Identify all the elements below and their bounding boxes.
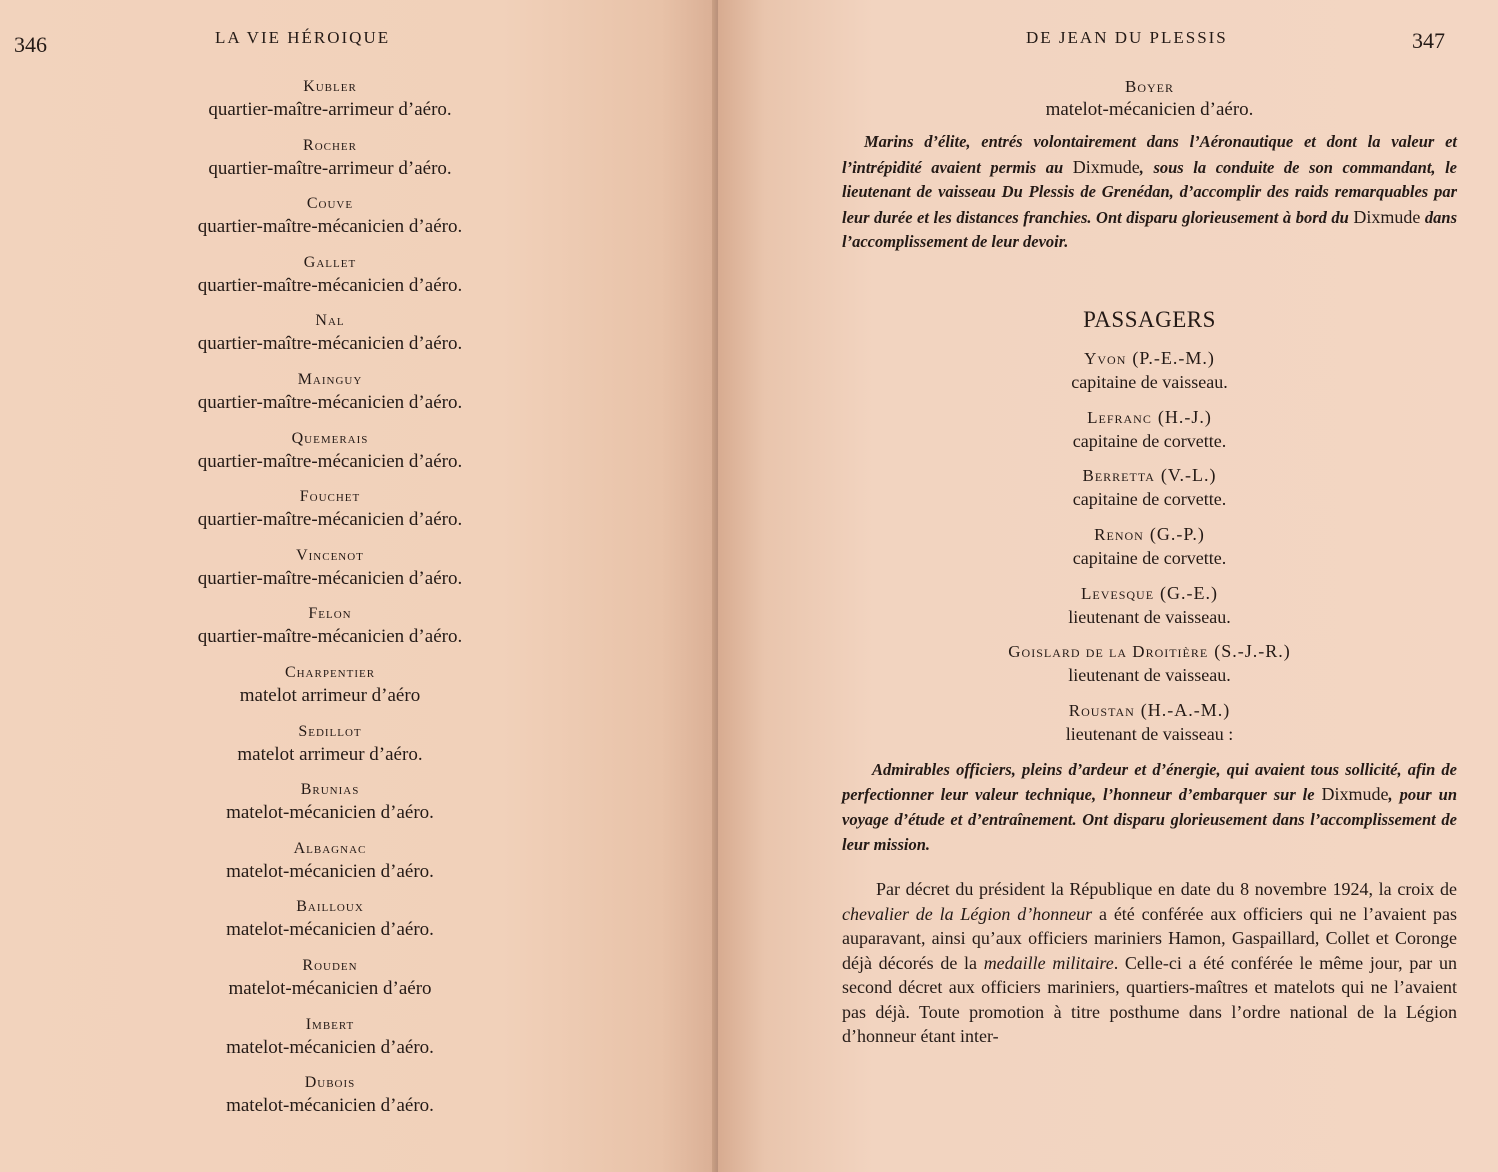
passenger-entry (842, 347, 1457, 406)
crew-rank: quartier-maître-mécanicien d’aéro. (197, 626, 463, 648)
crew-rank: matelot-mécanicien d’aéro. (226, 802, 434, 824)
crew-name: Rocher (303, 136, 357, 154)
passenger-entry (842, 406, 1457, 465)
passenger-initials: (G.-E.) (1160, 582, 1219, 603)
crew-name: Fouchet (299, 488, 361, 506)
passenger-name (842, 464, 1457, 487)
passenger-entry (842, 699, 1457, 758)
passenger-initials: (V.-L.) (1160, 465, 1217, 486)
crew-rank: matelot-mécanicien d’aéro. (226, 919, 434, 941)
crew-name: Charpentier (284, 663, 376, 681)
crew-rank: quartier-maître-mécanicien d’aéro. (197, 391, 463, 413)
crew-entry (140, 779, 520, 838)
crew-name: Brunias (300, 781, 360, 799)
crew-rank: matelot-mécanicien d’aéro. (1045, 99, 1254, 120)
citation-paragraph (842, 130, 1457, 255)
passenger-list (842, 347, 1457, 758)
crew-name: Felon (308, 605, 352, 623)
passenger-rank: capitaine de corvette. (1072, 548, 1227, 569)
passenger-rank: capitaine de vaisseau. (1071, 371, 1228, 392)
passenger-name (842, 523, 1457, 546)
crew-entry (140, 310, 520, 369)
crew-name: Bailloux (296, 898, 364, 916)
citation-text: , sous la conduite de son commandant, le lieutenant de vaisseau Du Plessis de Grenédan, d’accomplir des raids remarquables par leur durée et les distances franchies. Ont disparu glorieusement à bord du (842, 157, 1458, 227)
passenger-entry (842, 582, 1457, 641)
crew-entry (842, 76, 1457, 122)
crew-name: Vincenot (296, 546, 364, 564)
passenger-name (842, 699, 1457, 722)
passenger-initials: (P.-E.-M.) (1132, 347, 1215, 368)
crew-name: Albagnac (293, 839, 367, 857)
passenger-rank: capitaine de corvette. (1072, 489, 1227, 510)
passenger-initials: (H.-J.) (1157, 406, 1212, 427)
passenger-surname: Goislard de la Droitière (1008, 642, 1209, 662)
passenger-entry (842, 523, 1457, 582)
crew-rank: matelot arrimeur d’aéro (239, 684, 421, 706)
crew-entry (140, 193, 520, 252)
citation-text: , pour un voyage d’étude et d’entraînement. Ont disparu glorieusement dans l’accomplissement de leur mission. (842, 785, 1457, 854)
crew-entry (140, 838, 520, 897)
crew-name: Rouden (302, 956, 358, 974)
crew-entry (140, 135, 520, 194)
crew-name: Mainguy (297, 370, 363, 388)
passenger-name (842, 347, 1457, 370)
crew-entry (140, 662, 520, 721)
crew-entry (140, 369, 520, 428)
page-number: 347 (1412, 28, 1445, 53)
crew-name: Nal (315, 312, 345, 330)
decree-paragraph (842, 877, 1457, 1049)
crew-rank: quartier-maître-mécanicien d’aéro. (197, 567, 463, 589)
crew-name: Boyer (1124, 77, 1174, 96)
crew-name: Dubois (304, 1074, 356, 1092)
passenger-surname: Berretta (1082, 466, 1155, 486)
section-title: PASSAGERS (1083, 306, 1216, 332)
citation-paragraph (842, 758, 1457, 857)
passenger-rank: lieutenant de vaisseau. (1068, 665, 1231, 686)
passenger-rank: lieutenant de vaisseau. (1068, 606, 1231, 627)
ship-name: Dixmude (1321, 784, 1389, 805)
crew-rank: matelot-mécanicien d’aéro. (226, 860, 434, 882)
left-page (0, 0, 718, 1172)
crew-entry (140, 955, 520, 1014)
citation-text: Admirables officiers, pleins d’ardeur et d’énergie, qui avaient tous sollicité, afin de perfectionner leur valeur technique, l’honneur d’embarquer sur le (842, 759, 1457, 805)
passenger-surname: Yvon (1084, 348, 1127, 368)
crew-rank: quartier-maître-mécanicien d’aéro. (197, 333, 463, 355)
right-column (842, 76, 1457, 1049)
crew-rank: quartier-maître-mécanicien d’aéro. (197, 216, 463, 238)
passenger-initials: (H.-A.-M.) (1140, 700, 1231, 721)
crew-entry (140, 252, 520, 311)
crew-rank: quartier-maître-mécanicien d’aéro. (197, 274, 463, 296)
passenger-surname: Levesque (1080, 583, 1155, 603)
passenger-initials: (S.-J.-R.) (1214, 641, 1291, 662)
citation-text: dans l’accomplissement de leur devoir. (842, 207, 1457, 252)
crew-entry (140, 1014, 520, 1073)
running-head: LA VIE HÉROIQUE (215, 28, 391, 47)
crew-rank: matelot arrimeur d’aéro. (237, 743, 423, 765)
crew-name: Kubler (303, 78, 357, 95)
crew-name: Sedillot (298, 722, 362, 740)
passenger-initials: (G.-P.) (1149, 524, 1205, 545)
crew-rank: matelot-mécanicien d’aéro. (226, 1095, 434, 1117)
crew-name: Imbert (305, 1015, 355, 1033)
ship-name: Dixmude (1353, 206, 1421, 227)
crew-entry (140, 486, 520, 545)
decree-emphasis: chevalier de la Légion d’honneur (842, 903, 1093, 924)
crew-rank: quartier-maître-arrimeur d’aéro. (208, 157, 452, 179)
passenger-name (842, 640, 1457, 663)
passenger-surname: Renon (1094, 525, 1144, 545)
crew-name: Quemerais (291, 429, 369, 447)
crew-entry (140, 545, 520, 604)
citation-text: Marins d’élite, entrés volontairement dans l’Aéronautique et dont la valeur et l’intrépidité avaient permis au (842, 132, 1457, 177)
crew-rank: quartier-maître-mécanicien d’aéro. (197, 450, 463, 472)
crew-name: Couve (306, 195, 354, 213)
right-page (718, 0, 1498, 1172)
passenger-surname: Lefranc (1087, 407, 1152, 427)
passenger-entry (842, 464, 1457, 523)
passenger-surname: Roustan (1068, 701, 1135, 721)
decree-emphasis: medaille militaire (983, 952, 1114, 973)
crew-entry (140, 896, 520, 955)
passenger-entry (842, 640, 1457, 699)
crew-list (140, 76, 520, 1131)
crew-entry (140, 721, 520, 780)
running-head: DE JEAN DU PLESSIS (1026, 28, 1228, 47)
passenger-rank: capitaine de corvette. (1072, 430, 1227, 451)
passenger-rank: lieutenant de vaisseau : (1065, 724, 1234, 745)
decree-text: Par décret du président la République en date du 8 novembre 1924, la croix de (876, 879, 1457, 900)
crew-entry (140, 76, 520, 135)
crew-rank: quartier-maître-mécanicien d’aéro. (197, 509, 463, 531)
page-number: 346 (14, 32, 47, 57)
crew-entry (140, 1072, 520, 1131)
crew-rank: matelot-mécanicien d’aéro (228, 977, 432, 999)
crew-rank: matelot-mécanicien d’aéro. (226, 1036, 434, 1058)
crew-entry (140, 428, 520, 487)
ship-name: Dixmude (1072, 156, 1140, 177)
passenger-name (842, 406, 1457, 429)
crew-rank: quartier-maître-arrimeur d’aéro. (208, 99, 452, 120)
decree-text: a été conférée aux officiers qui ne l’avaient pas auparavant, ainsi qu’aux officiers mariniers Hamon, Gaspaillard, Collet et Coronge déjà décorés de la (842, 903, 1457, 973)
decree-text: . Celle-ci a été conférée le même jour, par un second décret aux officiers mariniers, quartiers-maîtres et matelots qui ne l’avaient pas déjà. Toute promotion à titre posthume dans l’ordre national de la Légion d’honneur étant inter- (842, 952, 1457, 1047)
crew-name: Gallet (303, 253, 357, 271)
crew-entry (140, 603, 520, 662)
passenger-name (842, 582, 1457, 605)
